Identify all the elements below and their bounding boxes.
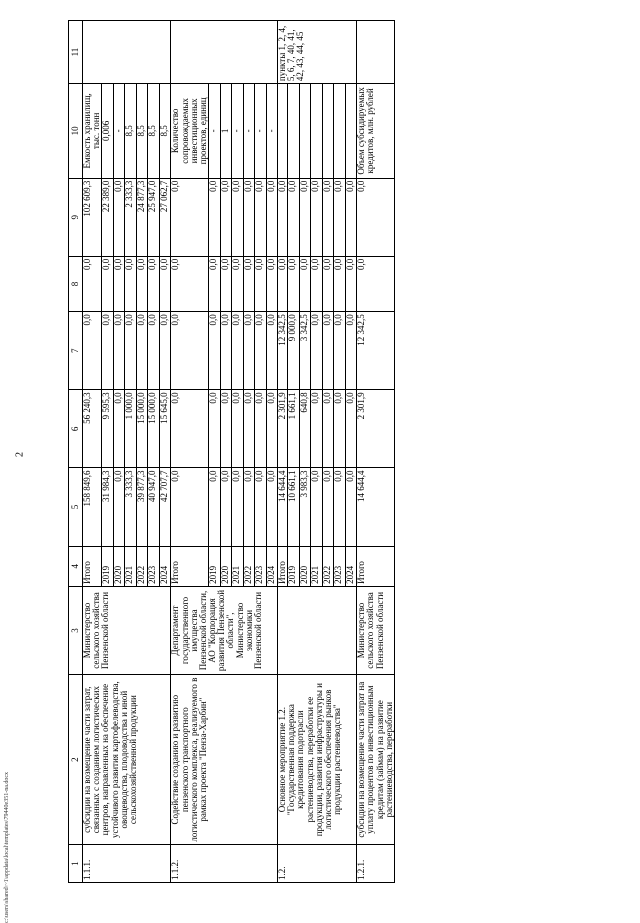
total-c6: 56 240,3 (83, 390, 102, 468)
value-c5: 0,0 (311, 468, 323, 546)
value-c7: 0,0 (345, 312, 357, 390)
year-cell: 2019 (209, 546, 221, 586)
value-c7: 0,0 (322, 312, 334, 390)
value-c6: 0,0 (322, 390, 334, 468)
value-c6: 9 595,3 (102, 390, 114, 468)
col-header-11: 11 (69, 21, 83, 84)
value-c8: 0,0 (125, 256, 137, 311)
total-label: Итого (83, 546, 102, 586)
indicator-label: Количество сопровождаемых инвестиционных проектов, единиц (171, 84, 209, 179)
indicator-value: 8,5 (136, 84, 148, 179)
year-cell: 2023 (148, 546, 160, 586)
total-c5: 14 644,4 (357, 468, 395, 546)
indicator-label: Емкость хранилищ, тыс. тонн (83, 84, 102, 179)
table-row (171, 21, 209, 883)
value-c8: 0,0 (232, 256, 244, 311)
year-cell: 2019 (102, 546, 114, 586)
value-c9: 22 389,0 (102, 178, 114, 256)
indicator-value: - (209, 84, 221, 179)
col-header-1: 1 (69, 845, 83, 883)
value-c5: 0,0 (243, 468, 255, 546)
rotated-table-container (68, 20, 623, 883)
value-c9: 0,0 (113, 178, 125, 256)
value-c9: 0,0 (311, 178, 323, 256)
value-c6: 0,0 (243, 390, 255, 468)
year-cell: 2023 (334, 546, 346, 586)
value-c9: 0,0 (334, 178, 346, 256)
total-c7: 12 342,5 (357, 312, 395, 390)
value-c5: 40 947,0 (148, 468, 160, 546)
value-c9: 24 877,3 (136, 178, 148, 256)
value-c9: 0,0 (322, 178, 334, 256)
row-executor: Департамент государственного имущества Пензенской области, АО "Корпорация развития Пензенской области", Министерство экономики Пензенской области (171, 586, 278, 674)
year-cell: 2022 (243, 546, 255, 586)
value-c5: 31 984,3 (102, 468, 114, 546)
row-name: Основное мероприятие 1.2. "Государственная поддержка кредитования подотрасли растениеводства, переработки ее продукции, развития инфраструктуры и логистического обеспечения рынков продукции растениеводства" (278, 675, 357, 845)
indicator-value: 0,006 (102, 84, 114, 179)
value-c7: 0,0 (266, 312, 278, 390)
indicator-value: 1 (220, 84, 232, 179)
total-c10: Объем субсидируемых кредитов, млн. рублей (357, 84, 395, 179)
row-name: субсидии на возмещение части затрат на уплату процентов по инвестиционным кредитам (займам) на развитие растениеводства, переработки (357, 675, 395, 845)
row-references (171, 21, 278, 84)
value-c5: 0,0 (209, 468, 221, 546)
row-name: субсидии на возмещение части затрат, связанных с созданием логистических центров, направленных на обеспечение устойчивого развития картофелеводства, овощеводства, плодоводства и иной сельскохозяйственной продукции (83, 675, 171, 845)
value-c6: 0,0 (220, 390, 232, 468)
value-c7: 0,0 (209, 312, 221, 390)
col-header-5: 5 (69, 468, 83, 546)
col-header-9: 9 (69, 178, 83, 256)
value-c6: 1 000,0 (125, 390, 137, 468)
total-c9: 0,0 (171, 178, 209, 256)
value-c9: 0,0 (266, 178, 278, 256)
value-c8: 0,0 (311, 256, 323, 311)
row-executor: Министерство сельского хозяйства Пензенской области (83, 586, 171, 674)
value-c5: 0,0 (266, 468, 278, 546)
year-cell: 2019 (288, 546, 300, 586)
value-c7: 0,0 (220, 312, 232, 390)
value-c7: 0,0 (311, 312, 323, 390)
value-c5: 0,0 (220, 468, 232, 546)
value-c5: 42 707,7 (159, 468, 171, 546)
value-c9: 0,0 (220, 178, 232, 256)
year-cell: 2021 (232, 546, 244, 586)
year-cell: 2022 (136, 546, 148, 586)
row-name: Содействие созданию и развитию пензенского транспортного логистического комплекса, реализуемого в рамках проекта "Пенза-Харбин" (171, 675, 278, 845)
total-c8: 0,0 (83, 256, 102, 311)
value-c8: 0,0 (266, 256, 278, 311)
value-c8: 0,0 (345, 256, 357, 311)
value-c6: 15 000,0 (148, 390, 160, 468)
value-c7: 0,0 (159, 312, 171, 390)
value-c6: 640,8 (299, 390, 311, 468)
value-c5: 0,0 (232, 468, 244, 546)
col-header-7: 7 (69, 312, 83, 390)
year-cell: 2022 (322, 546, 334, 586)
table-row (357, 21, 395, 883)
indicator-value: - (255, 84, 267, 179)
value-c9: 0,0 (209, 178, 221, 256)
indicator-value: - (243, 84, 255, 179)
value-c8: 0,0 (322, 256, 334, 311)
total-c7: 12 342,5 (278, 312, 288, 390)
row-references (83, 21, 171, 84)
value-c9: 0,0 (255, 178, 267, 256)
value-c8: 0,0 (113, 256, 125, 311)
value-c6: 0,0 (266, 390, 278, 468)
row-number: 1.1.1. (83, 845, 171, 883)
value-c7: 0,0 (243, 312, 255, 390)
year-cell: 2020 (113, 546, 125, 586)
total-c7: 0,0 (171, 312, 209, 390)
value-c7: 0,0 (113, 312, 125, 390)
year-cell: 2020 (299, 546, 311, 586)
year-cell: 2024 (266, 546, 278, 586)
value-c5: 10 661,1 (288, 468, 300, 546)
col-header-8: 8 (69, 256, 83, 311)
value-c8: 0,0 (159, 256, 171, 311)
indicator-value: 8,5 (125, 84, 137, 179)
value-c7: 9 000,0 (288, 312, 300, 390)
file-path-footer: c:\users\shared\~1\appdata\local\templates\79440e351-na.docx (4, 771, 10, 923)
total-c9: 0,0 (278, 178, 288, 256)
row-number: 1.2. (278, 845, 357, 883)
value-c9: 0,0 (345, 178, 357, 256)
total-c8: 0,0 (278, 256, 288, 311)
value-c9: 0,0 (243, 178, 255, 256)
row-executor: Министерство сельского хозяйства Пензенской области (357, 586, 395, 674)
value-c6: 0,0 (334, 390, 346, 468)
value-c6: 0,0 (113, 390, 125, 468)
year-cell: 2024 (345, 546, 357, 586)
total-label: Итого (278, 546, 288, 586)
total-c10 (278, 84, 288, 179)
value-c8: 0,0 (220, 256, 232, 311)
indicator-value (322, 84, 334, 179)
indicator-value: - (232, 84, 244, 179)
value-c6: 15 645,0 (159, 390, 171, 468)
indicator-value (345, 84, 357, 179)
value-c8: 0,0 (334, 256, 346, 311)
value-c5: 0,0 (322, 468, 334, 546)
indicator-value (311, 84, 323, 179)
col-header-2: 2 (69, 675, 83, 845)
value-c7: 0,0 (136, 312, 148, 390)
total-label: Итого (171, 546, 209, 586)
table-row (278, 21, 288, 883)
value-c8: 0,0 (102, 256, 114, 311)
header-row (69, 21, 83, 883)
value-c5: 3 983,3 (299, 468, 311, 546)
value-c6: 0,0 (209, 390, 221, 468)
total-c9: 102 609,3 (83, 178, 102, 256)
indicator-value (288, 84, 300, 179)
value-c8: 0,0 (255, 256, 267, 311)
indicator-value: 8,5 (148, 84, 160, 179)
year-cell: 2021 (125, 546, 137, 586)
value-c9: 0,0 (232, 178, 244, 256)
value-c6: 0,0 (232, 390, 244, 468)
value-c6: 0,0 (345, 390, 357, 468)
row-number: 1.1.2. (171, 845, 278, 883)
total-c6: 0,0 (171, 390, 209, 468)
indicator-value (299, 84, 311, 179)
value-c7: 0,0 (125, 312, 137, 390)
row-executor (278, 586, 357, 674)
total-c5: 0,0 (171, 468, 209, 546)
total-c8: 0,0 (171, 256, 209, 311)
value-c5: 0,0 (345, 468, 357, 546)
value-c7: 0,0 (255, 312, 267, 390)
total-c5: 14 644,4 (278, 468, 288, 546)
program-table (68, 20, 395, 883)
total-c9: 0,0 (357, 178, 395, 256)
total-c7: 0,0 (83, 312, 102, 390)
table-row (83, 21, 102, 883)
value-c8: 0,0 (209, 256, 221, 311)
value-c6: 15 000,0 (136, 390, 148, 468)
total-label: Итого (357, 546, 395, 586)
value-c7: 0,0 (232, 312, 244, 390)
col-header-4: 4 (69, 546, 83, 586)
value-c6: 1 661,1 (288, 390, 300, 468)
value-c8: 0,0 (148, 256, 160, 311)
total-c8: 0,0 (357, 256, 395, 311)
value-c9: 25 947,0 (148, 178, 160, 256)
indicator-value: - (266, 84, 278, 179)
total-c5: 158 849,6 (83, 468, 102, 546)
year-cell: 2024 (159, 546, 171, 586)
year-cell: 2023 (255, 546, 267, 586)
year-cell: 2020 (220, 546, 232, 586)
col-header-10: 10 (69, 84, 83, 179)
value-c5: 0,0 (334, 468, 346, 546)
value-c6: 0,0 (311, 390, 323, 468)
value-c7: 0,0 (102, 312, 114, 390)
value-c6: 0,0 (255, 390, 267, 468)
value-c9: 27 062,7 (159, 178, 171, 256)
col-header-3: 3 (69, 586, 83, 674)
value-c5: 39 877,3 (136, 468, 148, 546)
row-references (357, 21, 395, 84)
indicator-value: 8,5 (159, 84, 171, 179)
indicator-value: - (113, 84, 125, 179)
value-c9: 2 333,3 (125, 178, 137, 256)
value-c7: 0,0 (334, 312, 346, 390)
value-c8: 0,0 (136, 256, 148, 311)
value-c8: 0,0 (243, 256, 255, 311)
value-c5: 3 333,3 (125, 468, 137, 546)
value-c9: 0,0 (299, 178, 311, 256)
page-number: 2 (14, 452, 26, 457)
value-c8: 0,0 (299, 256, 311, 311)
indicator-value (334, 84, 346, 179)
value-c8: 0,0 (288, 256, 300, 311)
row-references: пункты 1, 2, 4, 5, 6, 7, 40, 41, 42, 43, 44, 45 (278, 21, 357, 84)
value-c5: 0,0 (113, 468, 125, 546)
row-number: 1.2.1. (357, 845, 395, 883)
total-c6: 2 301,9 (278, 390, 288, 468)
year-cell: 2021 (311, 546, 323, 586)
value-c5: 0,0 (255, 468, 267, 546)
value-c7: 3 342,5 (299, 312, 311, 390)
value-c7: 0,0 (148, 312, 160, 390)
col-header-6: 6 (69, 390, 83, 468)
total-c6: 2 301,9 (357, 390, 395, 468)
value-c9: 0,0 (288, 178, 300, 256)
